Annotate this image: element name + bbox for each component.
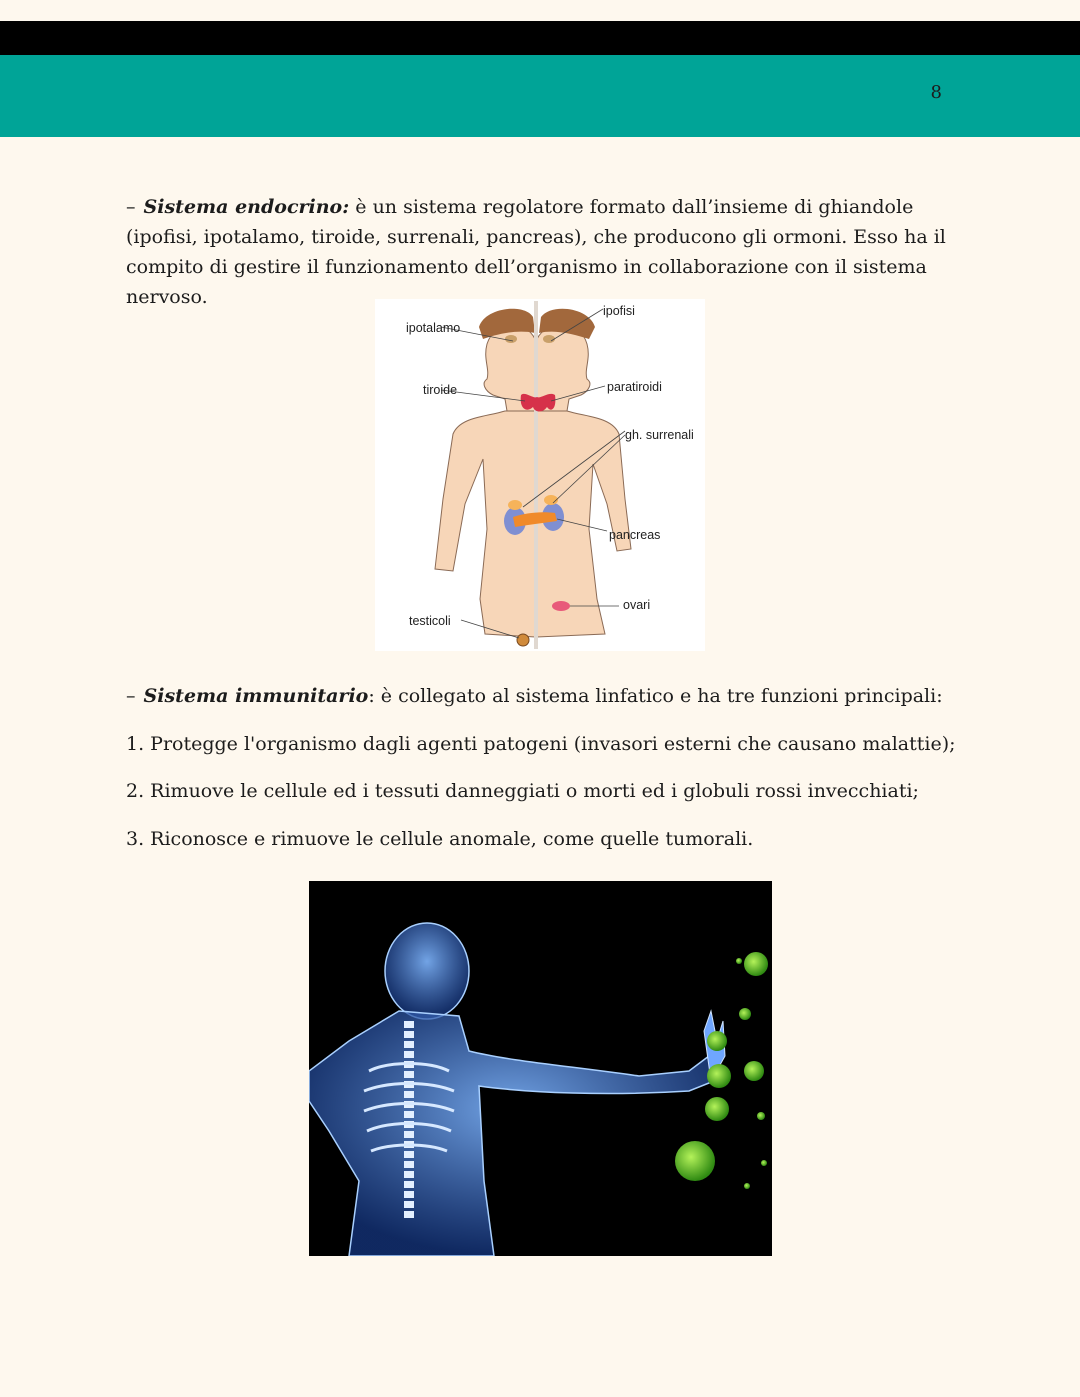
endocrine-paragraph <box>126 192 956 312</box>
header-band <box>0 55 1080 137</box>
immune-list-item: 1. Protegge l'organismo dagli agenti patogeni (invasori esterni che causano malattie); <box>126 733 956 755</box>
dash: – <box>126 196 136 218</box>
label-paratiroidi: paratiroidi <box>607 380 662 394</box>
immune-list-item: 3. Riconosce e rimuove le cellule anomale, come quelle tumorali. <box>126 828 754 850</box>
label-testicoli: testicoli <box>409 614 451 628</box>
endocrine-diagram-svg <box>375 299 705 651</box>
label-tiroide: tiroide <box>423 383 458 397</box>
immune-illustration <box>309 881 772 1256</box>
immune-paragraph <box>126 681 956 711</box>
label-ipotalamo: ipotalamo <box>406 321 461 335</box>
label-ipofisi: ipofisi <box>603 304 635 318</box>
endocrine-text: è un sistema regolatore formato dall’insieme di ghiandole (ipofisi, ipotalamo, tiroide, surrenali, pancreas), che producono gli ormoni. Esso ha il compito di gestire il funzionamento dell’organismo in collaborazione con il sistema nervoso. <box>126 196 946 308</box>
immune-text: : è collegato al sistema linfatico e ha tre funzioni principali: <box>368 685 943 707</box>
label-ovari: ovari <box>623 598 651 612</box>
label-pancreas: pancreas <box>609 528 661 542</box>
endocrine-diagram <box>375 299 705 651</box>
xray-body <box>309 923 725 1256</box>
page-number: 8 <box>930 82 942 103</box>
body-figure <box>435 301 631 649</box>
dash: – <box>126 685 136 707</box>
immune-term: Sistema immunitario <box>143 685 369 707</box>
xray-figure-svg <box>309 881 772 1256</box>
immune-list-item: 2. Rimuove le cellule ed i tessuti danneggiati o morti ed i globuli rossi invecchiati; <box>126 780 919 802</box>
label-surrenali: gh. surrenali <box>625 428 694 442</box>
endocrine-term: Sistema endocrino: <box>143 196 350 218</box>
header-black-bar <box>0 21 1080 55</box>
